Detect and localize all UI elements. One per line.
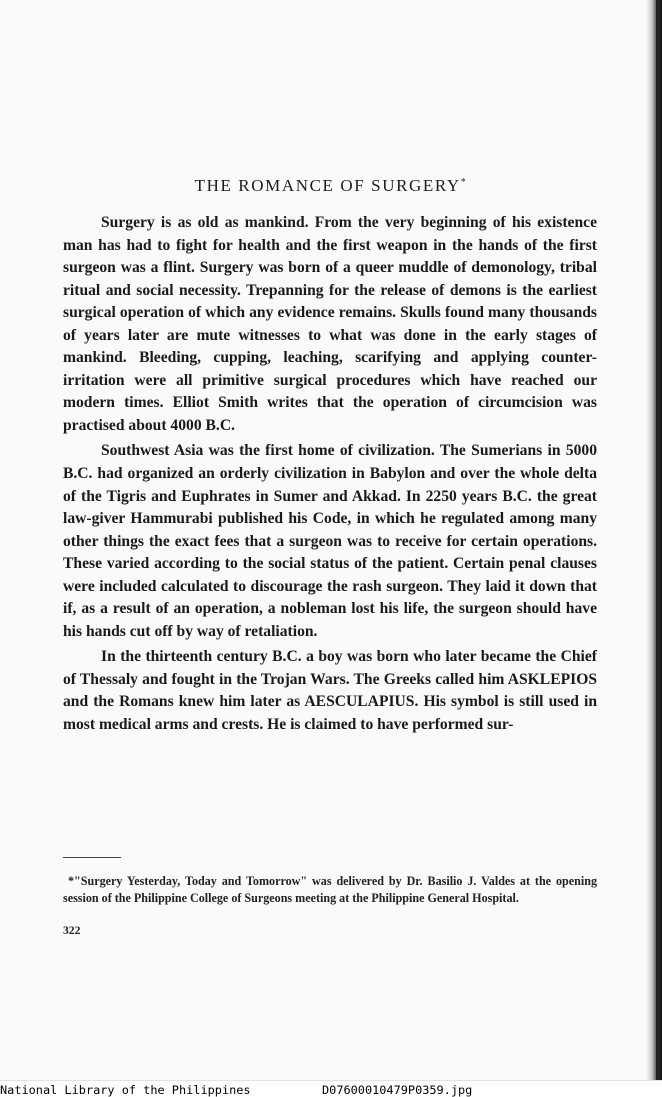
article-body — [63, 212, 597, 740]
footnote-divider — [63, 857, 121, 858]
paragraph-2: Southwest Asia was the first home of civilization. The Sumerians in 5000 B.C. had organized an orderly civilization in Babylon and over the whole delta of the Tigris and Euphrates in Sumer and Akkad. In 2250 years B.C. the great law-giver Hammurabi published his Code, in which he regulated among many other things the exact fees that a surgeon was to receive for certain operations. These varied according to the social status of the patient. Certain penal clauses were included calculated to discourage the rash surgeon. They laid it down that if, as a result of an operation, a nobleman lost his life, the surgeon should have his hands cut off by way of retaliation. — [63, 442, 597, 640]
page-number: 322 — [63, 924, 81, 937]
article-title — [60, 176, 602, 196]
title-footnote-mark: * — [460, 177, 468, 188]
paragraph-1: Surgery is as old as mankind. From the very beginning of his existence man has had to fight for health and the first weapon in the hands of the first surgeon was a flint. Surgery was born of a queer muddle of demonology, tribal ritual and social necessity. Trepanning for the release of demons is the earliest surgical operation of which any evidence remains. Skulls found many thousands of years later are mute witnesses to what was done in the early stages of mankind. Bleeding, cupping, leaching, scarifying and applying counter-irritation were all primitive surgical procedures which have reached our modern times. Elliot Smith writes that the operation of circumcision was practised about 4000 B.C. — [63, 214, 597, 434]
article-title-text: THE ROMANCE OF SURGERY — [194, 176, 461, 195]
footnote-text: *"Surgery Yesterday, Today and Tomorrow" was delivered by Dr. Basilio J. Valdes at the opening session of the Philippine College of Surgeons meeting at the Philippine General Hospital. — [63, 874, 597, 905]
file-id-label: D07600010479P0359.jpg — [322, 1083, 473, 1097]
paragraph-3: In the thirteenth century B.C. a boy was born who later became the Chief of Thessaly and fought in the Trojan Wars. The Greeks called him ASKLEPIOS and the Romans knew him later as AESCULAPIUS. His symbol is still used in most medical arms and crests. He is claimed to have performed sur- — [63, 648, 597, 734]
scan-caption-bar — [0, 1080, 662, 1097]
source-label: National Library of the Philippines — [0, 1083, 251, 1097]
page-edge-shadow — [646, 0, 662, 1080]
footnote — [63, 873, 597, 906]
